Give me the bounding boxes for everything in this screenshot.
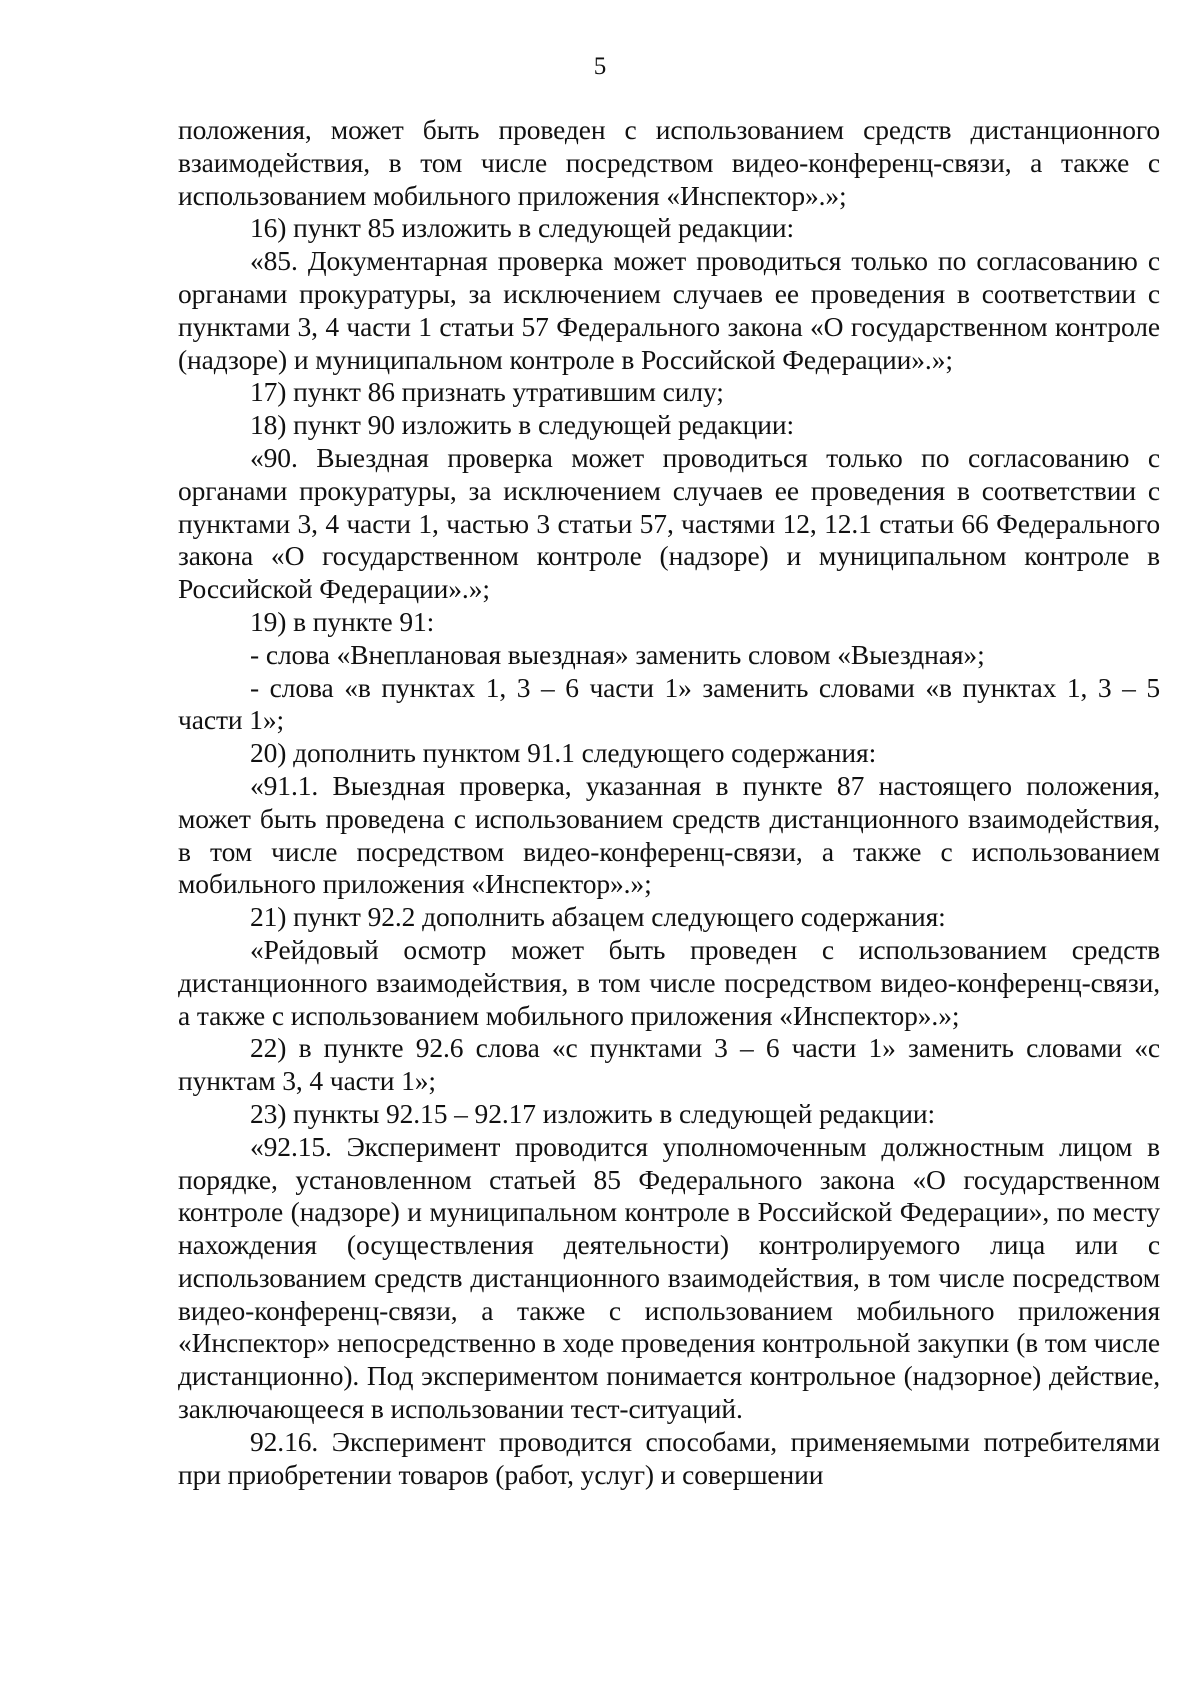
paragraph-item-17: 17) пункт 86 признать утратившим силу;: [250, 376, 724, 408]
paragraph-clause-90: «90. Выездная проверка может проводиться только по согласованию с органами прокуратуры, за исключением случаев ее проведения в соответствии с пунктами 3, 4 части 1, частью 3 статьи 57, частями 12, 12.1 статьи 66 Федерального закона «О государственном контроле (надзоре) и муниципальном контроле в Российской Федерации».»;: [178, 441, 1160, 605]
paragraph-clause-85: «85. Документарная проверка может проводиться только по согласованию с органами прокуратуры, за исключением случаев ее проведения в соответствии с пунктами 3, 4 части 1 статьи 57 Федерального закона «О государственном контроле (надзоре) и муниципальном контроле в Российской Федерации».»;: [178, 245, 1160, 375]
paragraph-continuation: положения, может быть проведен с использованием средств дистанционного взаимодействия, в том числе посредством видео-конференц-связи, а также с использованием мобильного приложения «Инспектор».»;: [178, 114, 1160, 211]
document-body: [178, 114, 1160, 1491]
paragraph-item-21: 21) пункт 92.2 дополнить абзацем следующего содержания:: [250, 901, 946, 933]
paragraph-raid-inspection: «Рейдовый осмотр может быть проведен с использованием средств дистанционного взаимодействия, в том числе посредством видео-конференц-связи, а также с использованием мобильного приложения «Инспектор».»;: [178, 933, 1160, 1031]
paragraph-item-19: 19) в пункте 91:: [250, 605, 435, 637]
paragraph-item-22: 22) в пункте 92.6 слова «с пунктами 3 – 6 части 1» заменить словами «с пунктам 3, 4 части 1»;: [178, 1032, 1160, 1097]
paragraph-clause-92-15: «92.15. Эксперимент проводится уполномоченным должностным лицом в порядке, установленном статьей 85 Федерального закона «О государственном контроле (надзоре) и муниципальном контроле в Российской Федерации», по месту нахождения (осуществления деятельности) контролируемого лица или с использованием средств дистанционного взаимодействия, в том числе посредством видео-конференц-связи, а также с использованием мобильного приложения «Инспектор» непосредственно в ходе проведения контрольной закупки (в том числе дистанционно). Под экспериментом понимается контрольное (надзорное) действие, заключающееся в использовании тест-ситуаций.: [178, 1130, 1160, 1425]
paragraph-item-23: 23) пункты 92.15 – 92.17 изложить в следующей редакции:: [250, 1097, 936, 1129]
paragraph-item-19-dash-1: - слова «Внеплановая выездная» заменить словом «Выездная»;: [250, 638, 985, 670]
paragraph-clause-92-16: 92.16. Эксперимент проводится способами, применяемыми потребителями при приобретении товаров (работ, услуг) и совершении: [178, 1425, 1160, 1490]
paragraph-item-20: 20) дополнить пунктом 91.1 следующего содержания:: [250, 737, 877, 769]
paragraph-item-18: 18) пункт 90 изложить в следующей редакции:: [250, 409, 795, 441]
paragraph-clause-91-1: «91.1. Выездная проверка, указанная в пункте 87 настоящего положения, может быть проведена с использованием средств дистанционного взаимодействия, в том числе посредством видео-конференц-связи, а также с использованием мобильного приложения «Инспектор».»;: [178, 769, 1160, 900]
paragraph-item-16: 16) пункт 85 изложить в следующей редакции:: [250, 212, 795, 244]
paragraph-item-19-dash-2: - слова «в пунктах 1, 3 – 6 части 1» заменить словами «в пунктах 1, 3 – 5 части 1»;: [178, 671, 1160, 736]
page-number: 5: [593, 53, 607, 80]
